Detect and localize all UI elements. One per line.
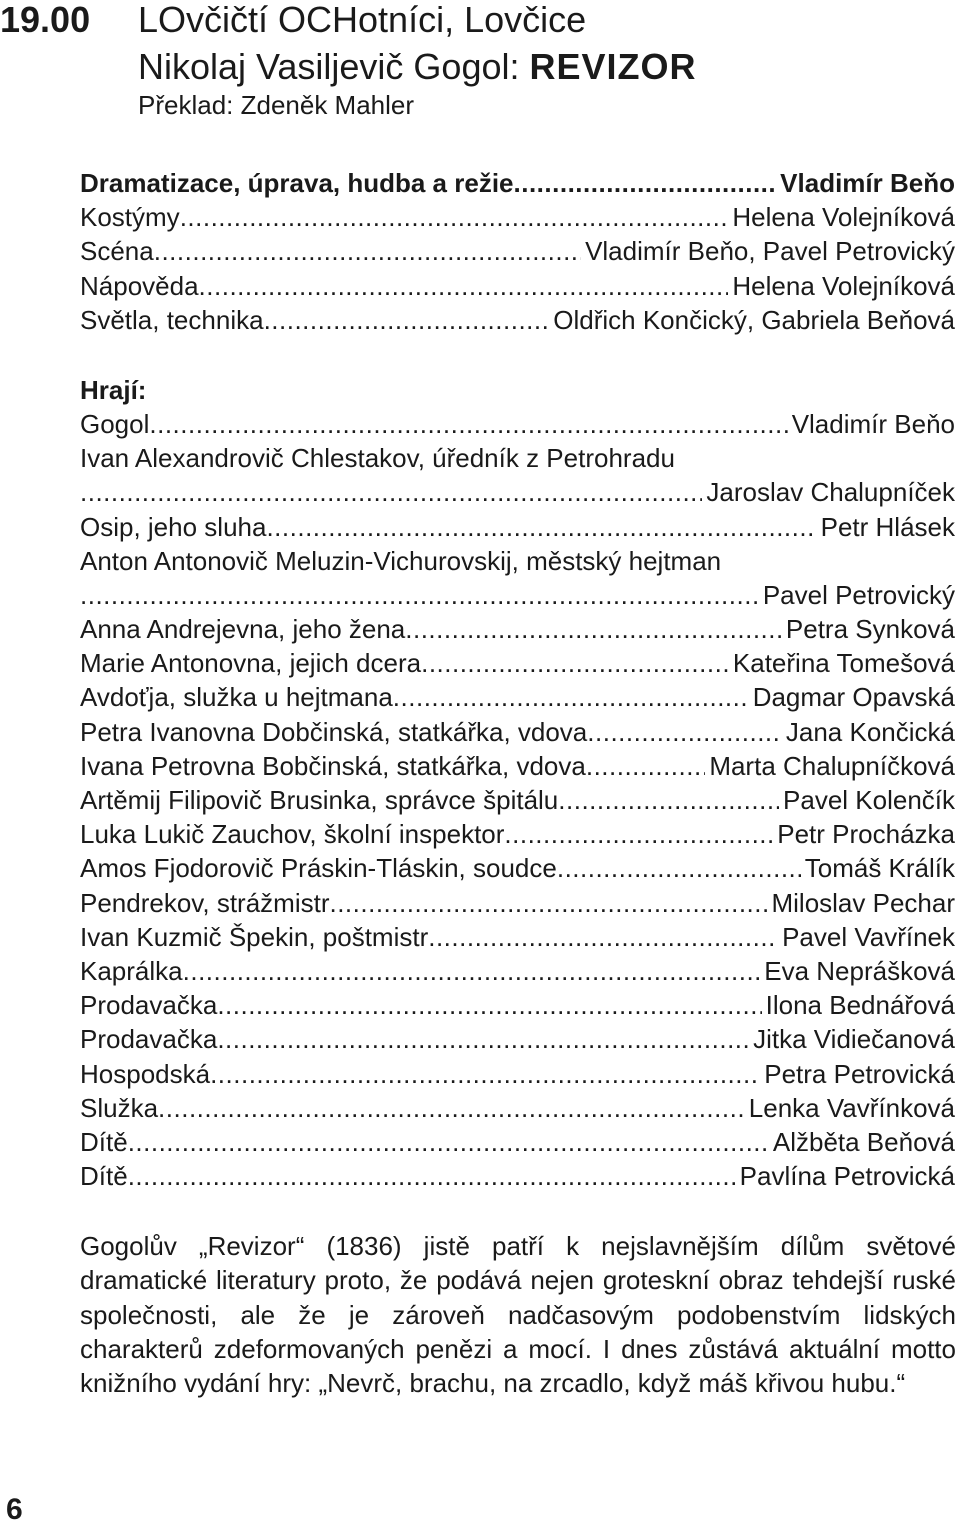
cast-row	[80, 954, 955, 988]
cast-row	[80, 749, 955, 783]
cast-role: Artěmij Filipovič Brusinka, správce špitálu	[80, 785, 559, 815]
cast-role: Ivana Petrovna Bobčinská, statkářka, vdova	[80, 750, 586, 781]
cast-role: Dítě	[80, 1161, 128, 1192]
cast-row	[80, 783, 955, 817]
cast-person: Dagmar Opavská	[752, 682, 955, 713]
cast-row	[80, 510, 955, 544]
cast-role: Osip, jeho sluha	[80, 512, 267, 542]
cast-row	[80, 1022, 955, 1056]
cast-role: Prodavačka	[80, 990, 218, 1021]
cast-row	[80, 407, 955, 441]
cast-role: Ivan Kuzmič Špekin, poštmistr	[80, 921, 429, 952]
crew-role: Nápověda	[80, 271, 199, 301]
crew-person: Helena Volejníková	[732, 271, 955, 301]
cast-person: Pavel Vavřínek	[782, 921, 955, 952]
cast-row	[80, 475, 955, 509]
play-description: Gogolův „Revizor“ (1836) jistě patří k nejslavnějším dílům světové dramatické literatury proto, že podává nejen groteskní obraz tehdejší ruské společnosti, ale že je zároveň nadčasovým podobenstvím lidských charakterů zdeformovaných penězi a mocí. I dnes zůstává aktuální motto knižního vydání hry: „Nevrč, brachu, na zrcadlo, když máš křivou hubu.“	[80, 1231, 956, 1399]
cast-row	[80, 578, 955, 612]
cast-role: Pendrekov, strážmistr	[80, 887, 330, 918]
cast-person: Vladimír Beňo	[791, 409, 955, 439]
cast-person: Lenka Vavřínková	[748, 1092, 955, 1123]
cast-person: Jana Končická	[785, 716, 955, 747]
cast-role: Amos Fjodorovič Práskin-Tláskin, soudce	[80, 853, 557, 884]
cast-person: Petr Hlásek	[820, 512, 955, 542]
cast-role: Ivan Alexandrovič Chlestakov, úředník z Petrohradu	[80, 443, 675, 473]
cast-role: Gogol	[80, 409, 150, 439]
cast-person: Jitka Vidiečanová	[753, 1024, 955, 1055]
cast-person: Pavel Petrovický	[762, 580, 955, 610]
cast-row	[80, 817, 955, 851]
crew-row	[80, 200, 955, 234]
cast-role: Luka Lukič Zauchov, školní inspektor	[80, 819, 505, 850]
play-author: Nikolaj Vasiljevič Gogol:	[138, 46, 530, 87]
cast-person: Ilona Bednářová	[765, 990, 955, 1021]
cast-row	[80, 1159, 955, 1193]
cast-row	[80, 680, 955, 714]
crew-row	[80, 269, 955, 303]
cast-role: Hospodská	[80, 1058, 211, 1089]
cast-row	[80, 886, 955, 920]
cast-row	[80, 851, 955, 885]
cast-person: Marta Chalupníčková	[709, 750, 955, 781]
cast-row	[80, 920, 955, 954]
play-title	[138, 47, 697, 87]
crew-row	[80, 166, 955, 200]
crew-person: Helena Volejníková	[732, 202, 955, 232]
page-number: 6	[6, 1493, 23, 1526]
cast-row	[80, 612, 955, 646]
cast-person: Miloslav Pechar	[771, 887, 955, 918]
crew-person: Vladimír Beňo, Pavel Petrovický	[585, 236, 955, 266]
crew-row	[80, 234, 955, 268]
cast-role: Prodavačka	[80, 1024, 218, 1055]
cast-role: Petra Ivanovna Dobčinská, statkářka, vdova	[80, 716, 588, 747]
cast-person: Petra Petrovická	[764, 1058, 955, 1089]
cast-person: Tomáš Králík	[804, 853, 955, 884]
cast-role: Kaprálka	[80, 956, 183, 986]
crew-role: Scéna	[80, 236, 154, 266]
cast-role: Služka	[80, 1092, 159, 1123]
cast-person: Alžběta Beňová	[772, 1127, 955, 1157]
cast-role: Marie Antonovna, jejich dcera	[80, 648, 422, 679]
cast-role: Avdoťja, služka u hejtmana	[80, 682, 393, 713]
cast-person: Jaroslav Chalupníček	[706, 477, 955, 507]
cast-role: Anna Andrejevna, jeho žena	[80, 614, 406, 644]
crew-row	[80, 303, 955, 337]
cast-person: Petr Procházka	[777, 819, 955, 850]
cast-person: Pavlína Petrovická	[739, 1161, 955, 1192]
cast-person: Kateřina Tomešová	[732, 648, 955, 679]
crew-person: Oldřich Končický, Gabriela Beňová	[553, 305, 955, 335]
play-name: REVIZOR	[529, 46, 697, 87]
ensemble-name: LOvčičtí OCHotníci, Lovčice	[138, 0, 587, 40]
cast-person: Pavel Kolenčík	[783, 785, 955, 815]
cast-row	[80, 988, 955, 1022]
cast-row	[80, 646, 955, 680]
cast-row	[80, 1057, 955, 1091]
cast-heading: Hrají:	[80, 375, 147, 405]
cast-role: Dítě	[80, 1127, 128, 1157]
cast-person: Eva Neprášková	[764, 956, 955, 986]
translation-credit: Překlad: Zdeněk Mahler	[138, 90, 415, 120]
performance-time: 19.00	[0, 0, 91, 40]
crew-role: Světla, technika	[80, 305, 264, 335]
cast-role: Anton Antonovič Meluzin-Vichurovskij, městský hejtman	[80, 546, 722, 576]
cast-person: Petra Synková	[785, 614, 955, 644]
crew-role: Kostýmy	[80, 202, 180, 232]
crew-person: Vladimír Beňo	[780, 168, 955, 198]
cast-row	[80, 1091, 955, 1125]
crew-role: Dramatizace, úprava, hudba a režie	[80, 168, 514, 198]
cast-row	[80, 715, 955, 749]
cast-row	[80, 1125, 955, 1159]
